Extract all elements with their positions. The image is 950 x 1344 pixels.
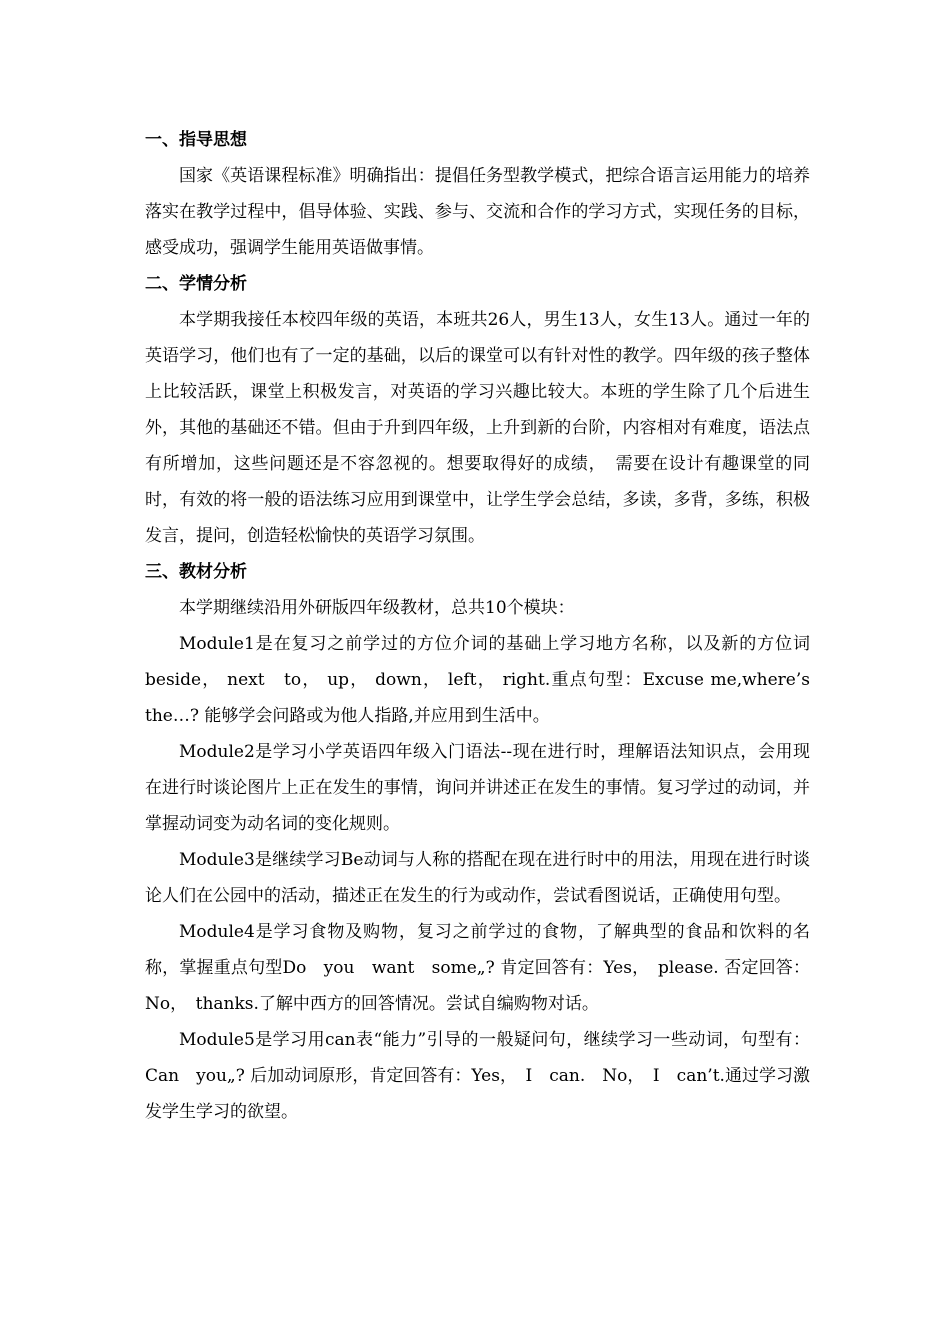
paragraph-module-2: Module2是学习小学英语四年级入门语法--现在进行时，理解语法知识点，会用现在进行时谈论图片上正在发生的事情，询问并讲述正在发生的事情。复习学过的动词，并掌握动词变为动名词的变化规则。 xyxy=(145,742,810,834)
paragraph-textbook-intro: 本学期继续沿用外研版四年级教材，总共10个模块： xyxy=(179,598,575,618)
paragraph-module-4: Module4是学习食物及购物，复习之前学过的食物，了解典型的食品和饮料的名称，掌握重点句型Do you want some„? 肯定回答有：Yes， please. 否定回答：No， thanks.了解中西方的回答情况。尝试自编购物对话。 xyxy=(145,922,810,1014)
paragraph-module-3: Module3是继续学习Be动词与人称的搭配在现在进行时中的用法，用现在进行时谈论人们在公园中的活动，描述正在发生的行为或动作，尝试看图说话，正确使用句型。 xyxy=(145,850,810,906)
paragraph-student-analysis: 本学期我接任本校四年级的英语，本班共26人，男生13人，女生13人。通过一年的英语学习，他们也有了一定的基础，以后的课堂可以有针对性的教学。四年级的孩子整体上比较活跃，课堂上积极发言，对英语的学习兴趣比较大。本班的学生除了几个后进生外，其他的基础还不错。但由于升到四年级，上升到新的台阶，内容相对有难度，语法点有所增加，这些问题还是不容忽视的。想要取得好的成绩， 需要在设计有趣课堂的同时，有效的将一般的语法练习应用到课堂中，让学生学会总结，多读，多背，多练，积极发言，提问，创造轻松愉快的英语学习氛围。 xyxy=(145,310,810,546)
section-heading-textbook-analysis: 三、教材分析 xyxy=(145,562,247,582)
section-heading-guiding-ideology: 一、指导思想 xyxy=(145,130,247,150)
paragraph-module-1: Module1是在复习之前学过的方位介词的基础上学习地方名称，以及新的方位词 beside， next to， up， down， left， right.重点句型：Excuse me,where’s the…? 能够学会问路或为他人指路,并应用到生活中。 xyxy=(145,634,810,726)
section-heading-student-analysis: 二、学情分析 xyxy=(145,274,247,294)
document-body xyxy=(145,122,810,1130)
paragraph-module-5: Module5是学习用can表“能力”引导的一般疑问句，继续学习一些动词，句型有：Can you„? 后加动词原形，肯定回答有：Yes， I can. No， I can’t.通过学习激发学生学习的欲望。 xyxy=(145,1030,810,1122)
paragraph-guiding-ideology: 国家《英语课程标准》明确指出：提倡任务型教学模式，把综合语言运用能力的培养落实在教学过程中，倡导体验、实践、参与、交流和合作的学习方式，实现任务的目标，感受成功，强调学生能用英语做事情。 xyxy=(145,166,810,258)
